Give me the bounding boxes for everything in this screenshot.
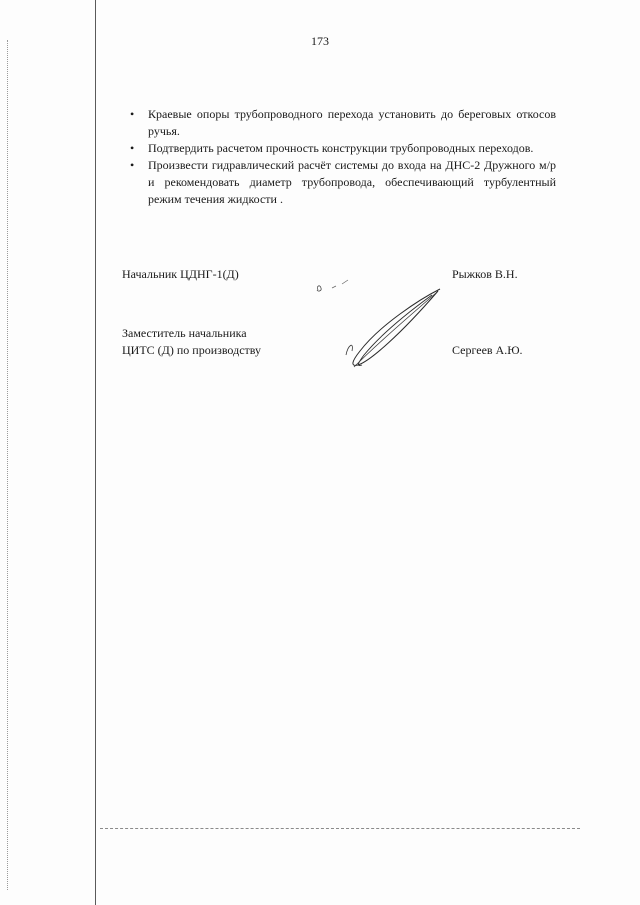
signatory-2-name: Сергеев А.Ю. xyxy=(452,343,523,357)
signatory-1-position: Начальник ЦДНГ-1(Д) xyxy=(122,267,239,281)
list-item-text: Краевые опоры трубопроводного перехода установить до береговых откосов ручья. xyxy=(148,107,556,138)
signatory-2-position-line1: Заместитель начальника xyxy=(122,326,247,340)
bullet-icon: • xyxy=(130,107,135,121)
bullet-icon: • xyxy=(130,141,135,155)
scan-edge-dots xyxy=(7,40,9,890)
bullet-icon: • xyxy=(130,158,135,172)
recommendations-list xyxy=(126,106,556,208)
signatory-2-position-line2: ЦИТС (Д) по производству xyxy=(122,343,262,357)
list-item xyxy=(126,106,556,140)
signatory-1-name: Рыжков В.Н. xyxy=(452,267,518,281)
scan-margin-line xyxy=(95,0,96,905)
handwritten-signature-icon xyxy=(340,285,445,370)
list-item-text: Подтвердить расчетом прочность конструкции трубопроводных переходов. xyxy=(148,141,534,155)
list-item-text: Произвести гидравлический расчёт системы до входа на ДНС-2 Дружного м/р и рекомендовать диаметр трубопровода, обеспечивающий турбулентный режим течения жидкости . xyxy=(148,158,556,206)
page-number: 173 xyxy=(311,34,329,48)
list-item xyxy=(126,157,556,208)
list-item xyxy=(126,140,556,157)
scan-bottom-dashes xyxy=(100,828,580,830)
